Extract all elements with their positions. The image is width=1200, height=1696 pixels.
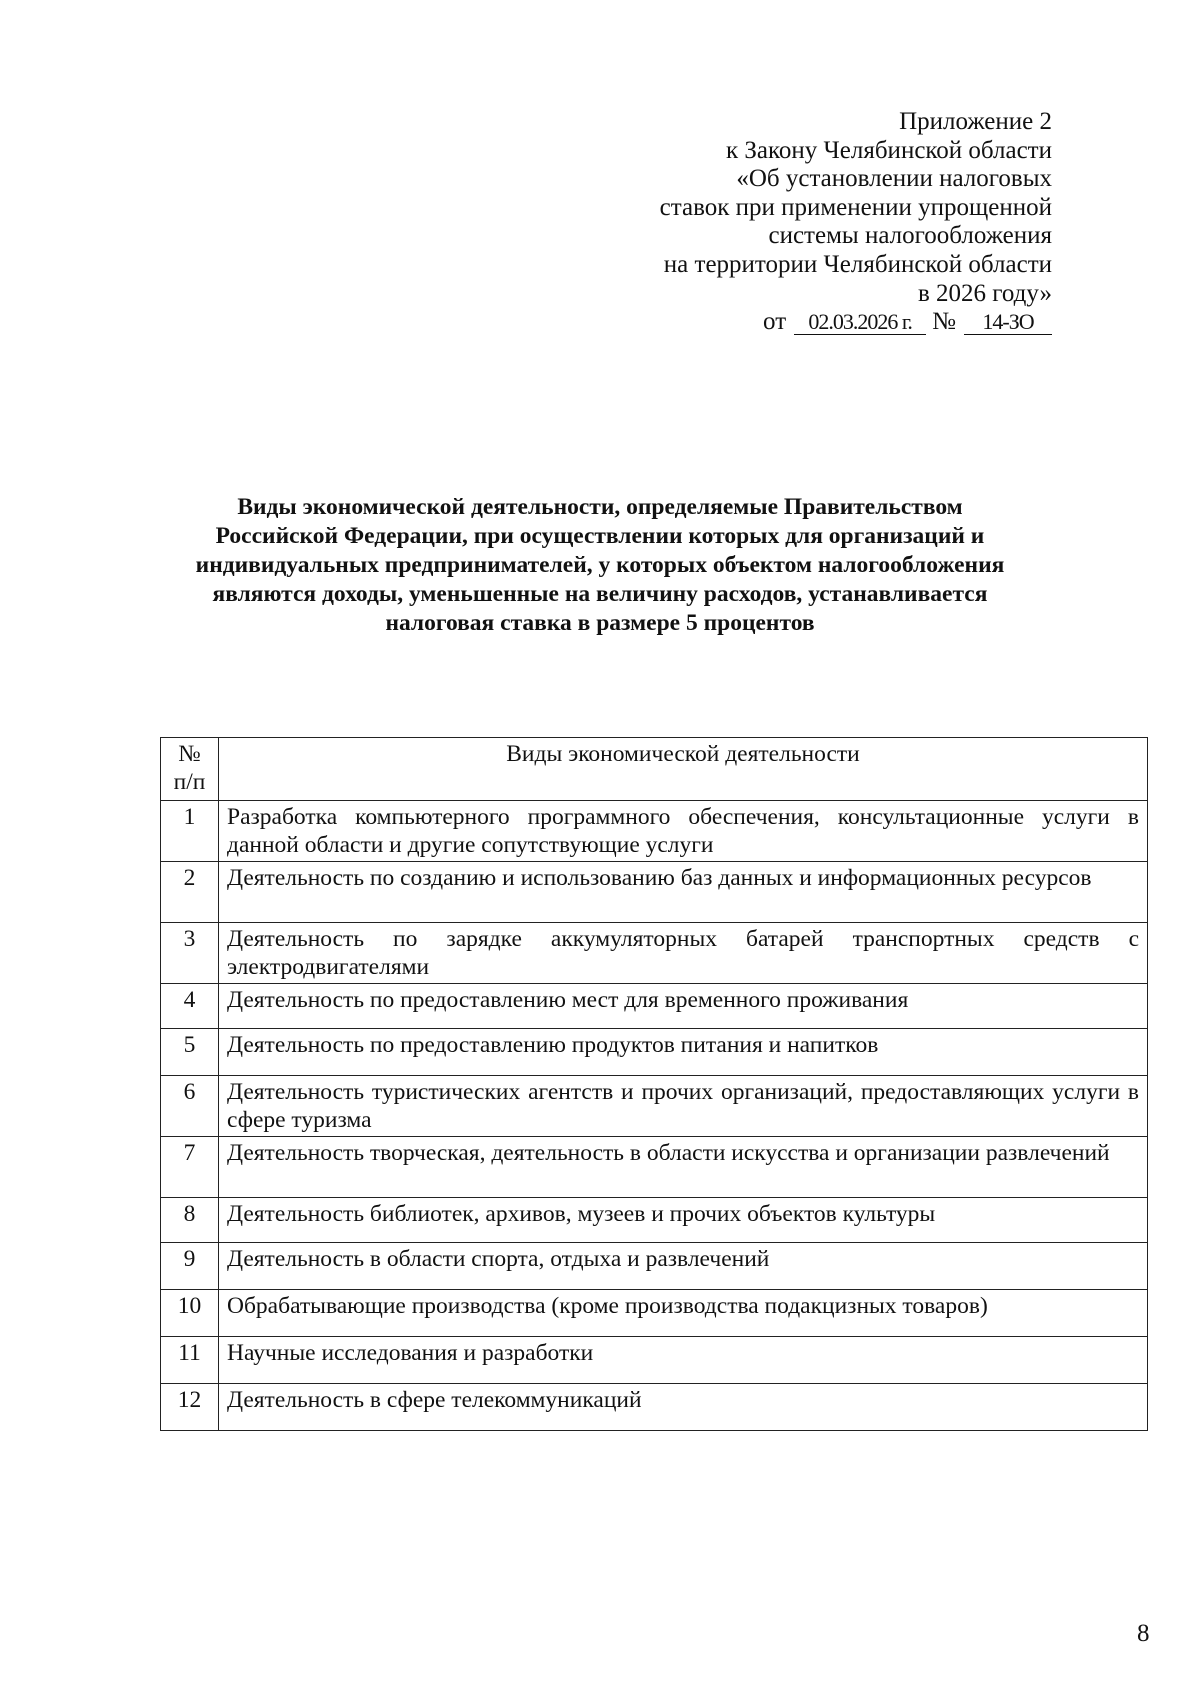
row-number: 9 [161,1243,219,1290]
law-date: 02.03.2026 г. [794,310,926,335]
law-title-line-4: на территории Челябинской области [663,250,1052,278]
law-reference-line: к Закону Челябинской области [726,136,1052,164]
table-row [161,1384,1148,1431]
row-number: 1 [161,801,219,862]
table-row [161,1137,1148,1198]
law-number: 14-ЗО [964,310,1052,335]
law-title-line-2: ставок при применении упрощенной [659,193,1052,221]
appendix-header [532,108,1052,337]
row-activity: Деятельность по созданию и использованию баз данных и информационных ресурсов [219,862,1148,923]
row-number: 12 [161,1384,219,1431]
row-activity: Разработка компьютерного программного обеспечения, консультационные услуги в данной области и другие сопутствующие услуги [219,801,1148,862]
header-number: № п/п [161,738,219,801]
law-title-line-3: системы налогообложения [768,222,1052,250]
row-activity: Деятельность по предоставлению продуктов питания и напитков [219,1029,1148,1076]
row-number: 3 [161,923,219,984]
table-row [161,1198,1148,1243]
row-activity: Деятельность творческая, деятельность в области искусства и организации развлечений [219,1137,1148,1198]
row-activity: Деятельность в сфере телекоммуникаций [219,1384,1148,1431]
row-activity: Деятельность библиотек, архивов, музеев и прочих объектов культуры [219,1198,1148,1243]
row-activity: Научные исследования и разработки [219,1337,1148,1384]
activities-table [160,737,1148,1431]
table-row [161,984,1148,1029]
row-activity: Обрабатывающие производства (кроме производства подакцизных товаров) [219,1290,1148,1337]
document-title: Виды экономической деятельности, определяемые Правительством Российской Федерации, при осуществлении которых для организаций и индивидуальных предпринимателей, у которых объектом налогообложения являются доходы, уменьшенные на величину расходов, устанавливается налоговая ставка в размере 5 процентов [195,494,1005,636]
table-header-row [161,738,1148,801]
row-activity: Деятельность по предоставлению мест для временного проживания [219,984,1148,1029]
table-row [161,1029,1148,1076]
law-date-number-line [532,308,1052,337]
table-row [161,1290,1148,1337]
row-number: 2 [161,862,219,923]
table-row [161,801,1148,862]
table-row [161,923,1148,984]
row-number: 8 [161,1198,219,1243]
row-activity: Деятельность в области спорта, отдыха и развлечений [219,1243,1148,1290]
table-row [161,1243,1148,1290]
law-title-line-1: «Об установлении налоговых [736,165,1052,193]
row-number: 5 [161,1029,219,1076]
table-row [161,862,1148,923]
number-label: № [932,308,956,336]
row-number: 10 [161,1290,219,1337]
row-activity: Деятельность туристических агентств и прочих организаций, предоставляющих услуги в сфере туризма [219,1076,1148,1137]
row-number: 4 [161,984,219,1029]
from-label: от [763,308,787,336]
header-activity: Виды экономической деятельности [219,738,1148,801]
law-title-line-5: в 2026 году» [917,279,1052,307]
table-row [161,1337,1148,1384]
page-number: 8 [1137,1620,1150,1647]
row-number: 6 [161,1076,219,1137]
row-number: 11 [161,1337,219,1384]
row-number: 7 [161,1137,219,1198]
row-activity: Деятельность по зарядке аккумуляторных батарей транспортных средств с электродвигателями [219,923,1148,984]
table-row [161,1076,1148,1137]
appendix-label: Приложение 2 [899,108,1052,135]
